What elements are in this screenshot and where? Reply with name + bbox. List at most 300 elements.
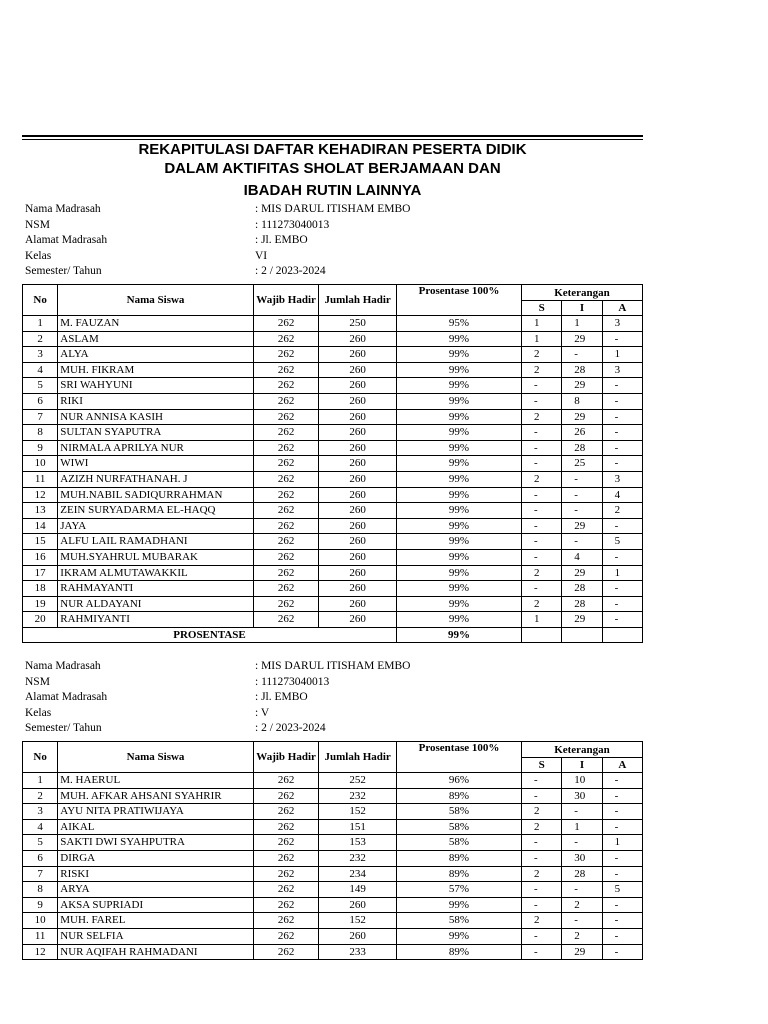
table-row <box>23 378 643 394</box>
cell-s: - <box>521 378 561 394</box>
cell-s: 2 <box>521 596 561 612</box>
cell-wajib-hadir: 262 <box>253 596 319 612</box>
cell-s: - <box>521 882 561 898</box>
cell-jumlah-hadir: 260 <box>319 471 397 487</box>
prosentase-row <box>23 627 643 643</box>
table-row <box>23 773 643 789</box>
cell-nama-siswa: RAHMIYANTI <box>58 612 254 628</box>
cell-s: - <box>521 897 561 913</box>
table-row <box>23 362 643 378</box>
cell-nama-siswa: RISKI <box>58 866 254 882</box>
table-row <box>23 804 643 820</box>
cell-i: 25 <box>562 456 602 472</box>
cell-prosentase: 58% <box>396 819 521 835</box>
cell-no: 3 <box>23 347 58 363</box>
cell-i: 28 <box>562 440 602 456</box>
cell-s: 2 <box>521 804 561 820</box>
cell-nama-siswa: JAYA <box>58 518 254 534</box>
table-row <box>23 928 643 944</box>
cell-a: - <box>602 866 642 882</box>
cell-i: 28 <box>562 581 602 597</box>
cell-jumlah-hadir: 260 <box>319 897 397 913</box>
cell-i: 29 <box>562 944 602 960</box>
cell-i: - <box>562 487 602 503</box>
cell-no: 5 <box>23 378 58 394</box>
cell-jumlah-hadir: 260 <box>319 928 397 944</box>
table-row <box>23 331 643 347</box>
cell-no: 12 <box>23 944 58 960</box>
cell-jumlah-hadir: 151 <box>319 819 397 835</box>
cell-prosentase: 99% <box>396 456 521 472</box>
cell-i: 29 <box>562 331 602 347</box>
cell-i: 30 <box>562 788 602 804</box>
cell-i: - <box>562 534 602 550</box>
header-wajib-hadir: Wajib Hadir <box>253 742 319 773</box>
cell-no: 11 <box>23 471 58 487</box>
cell-i: 1 <box>562 316 602 332</box>
cell-i: 29 <box>562 409 602 425</box>
cell-s: - <box>521 518 561 534</box>
cell-no: 6 <box>23 393 58 409</box>
cell-wajib-hadir: 262 <box>253 612 319 628</box>
cell-a: - <box>602 897 642 913</box>
cell-jumlah-hadir: 149 <box>319 882 397 898</box>
table-row <box>23 393 643 409</box>
cell-nama-siswa: AIKAL <box>58 819 254 835</box>
cell-wajib-hadir: 262 <box>253 518 319 534</box>
table-row <box>23 503 643 519</box>
cell-nama-siswa: MUH. FAREL <box>58 913 254 929</box>
table-row <box>23 944 643 960</box>
cell-i: - <box>562 835 602 851</box>
cell-jumlah-hadir: 260 <box>319 347 397 363</box>
cell-a: 1 <box>602 565 642 581</box>
cell-jumlah-hadir: 260 <box>319 409 397 425</box>
table-row <box>23 456 643 472</box>
cell-prosentase: 99% <box>396 440 521 456</box>
table-row <box>23 347 643 363</box>
cell-s: 2 <box>521 409 561 425</box>
cell-i: - <box>562 804 602 820</box>
cell-a: - <box>602 518 642 534</box>
cell-a: 3 <box>602 362 642 378</box>
header-jumlah-hadir: Jumlah Hadir <box>319 285 397 316</box>
cell-i: 29 <box>562 518 602 534</box>
table-row <box>23 788 643 804</box>
cell-jumlah-hadir: 260 <box>319 596 397 612</box>
table-row <box>23 882 643 898</box>
cell-s: 2 <box>521 866 561 882</box>
cell-wajib-hadir: 262 <box>253 331 319 347</box>
header-i: I <box>562 758 602 773</box>
cell-jumlah-hadir: 260 <box>319 518 397 534</box>
cell-s: 2 <box>521 362 561 378</box>
cell-jumlah-hadir: 260 <box>319 549 397 565</box>
cell-prosentase: 99% <box>396 425 521 441</box>
cell-i: 28 <box>562 362 602 378</box>
cell-wajib-hadir: 262 <box>253 819 319 835</box>
cell-i: - <box>562 347 602 363</box>
empty-cell <box>562 627 602 643</box>
cell-no: 7 <box>23 409 58 425</box>
cell-a: - <box>602 850 642 866</box>
cell-nama-siswa: AKSA SUPRIADI <box>58 897 254 913</box>
cell-no: 10 <box>23 913 58 929</box>
cell-no: 13 <box>23 503 58 519</box>
cell-wajib-hadir: 262 <box>253 897 319 913</box>
cell-wajib-hadir: 262 <box>253 549 319 565</box>
cell-no: 16 <box>23 549 58 565</box>
cell-jumlah-hadir: 260 <box>319 565 397 581</box>
header-i: I <box>562 301 602 316</box>
cell-wajib-hadir: 262 <box>253 944 319 960</box>
cell-wajib-hadir: 262 <box>253 503 319 519</box>
cell-prosentase: 99% <box>396 534 521 550</box>
cell-no: 14 <box>23 518 58 534</box>
cell-wajib-hadir: 262 <box>253 850 319 866</box>
cell-wajib-hadir: 262 <box>253 440 319 456</box>
cell-jumlah-hadir: 260 <box>319 393 397 409</box>
header-wajib-hadir: Wajib Hadir <box>253 285 319 316</box>
header-nama-siswa: Nama Siswa <box>58 285 254 316</box>
cell-wajib-hadir: 262 <box>253 378 319 394</box>
cell-i: 29 <box>562 612 602 628</box>
cell-no: 3 <box>23 804 58 820</box>
cell-nama-siswa: NUR ALDAYANI <box>58 596 254 612</box>
cell-no: 10 <box>23 456 58 472</box>
table-row <box>23 581 643 597</box>
cell-prosentase: 99% <box>396 378 521 394</box>
cell-wajib-hadir: 262 <box>253 471 319 487</box>
cell-a: - <box>602 804 642 820</box>
cell-jumlah-hadir: 260 <box>319 362 397 378</box>
cell-wajib-hadir: 262 <box>253 773 319 789</box>
cell-jumlah-hadir: 234 <box>319 866 397 882</box>
cell-nama-siswa: SAKTI DWI SYAHPUTRA <box>58 835 254 851</box>
cell-nama-siswa: ARYA <box>58 882 254 898</box>
header-no: No <box>23 742 58 773</box>
cell-wajib-hadir: 262 <box>253 913 319 929</box>
cell-i: 10 <box>562 773 602 789</box>
cell-wajib-hadir: 262 <box>253 581 319 597</box>
cell-jumlah-hadir: 260 <box>319 331 397 347</box>
table-row <box>23 440 643 456</box>
cell-prosentase: 89% <box>396 850 521 866</box>
cell-jumlah-hadir: 152 <box>319 913 397 929</box>
header-jumlah-hadir: Jumlah Hadir <box>319 742 397 773</box>
cell-a: 3 <box>602 471 642 487</box>
cell-s: - <box>521 944 561 960</box>
cell-s: - <box>521 850 561 866</box>
cell-a: 2 <box>602 503 642 519</box>
cell-nama-siswa: WIWI <box>58 456 254 472</box>
cell-prosentase: 96% <box>396 773 521 789</box>
cell-nama-siswa: AYU NITA PRATIWIJAYA <box>58 804 254 820</box>
document-title-line1: REKAPITULASI DAFTAR KEHADIRAN PESERTA DIDIK <box>138 141 527 158</box>
cell-nama-siswa: DIRGA <box>58 850 254 866</box>
cell-no: 2 <box>23 331 58 347</box>
cell-i: 26 <box>562 425 602 441</box>
cell-prosentase: 99% <box>396 549 521 565</box>
table-row <box>23 612 643 628</box>
table-row <box>23 425 643 441</box>
document-title-line2: DALAM AKTIFITAS SHOLAT BERJAMAAN DAN <box>164 160 501 177</box>
cell-i: 4 <box>562 549 602 565</box>
cell-prosentase: 95% <box>396 316 521 332</box>
cell-wajib-hadir: 262 <box>253 788 319 804</box>
cell-a: - <box>602 549 642 565</box>
cell-s: - <box>521 549 561 565</box>
cell-nama-siswa: ZEIN SURYADARMA EL-HAQQ <box>58 503 254 519</box>
cell-wajib-hadir: 262 <box>253 866 319 882</box>
cell-no: 6 <box>23 850 58 866</box>
cell-a: 3 <box>602 316 642 332</box>
prosentase-label: PROSENTASE <box>23 627 397 643</box>
cell-nama-siswa: AZIZH NURFATHANAH. J <box>58 471 254 487</box>
cell-wajib-hadir: 262 <box>253 425 319 441</box>
cell-prosentase: 99% <box>396 518 521 534</box>
cell-a: - <box>602 456 642 472</box>
cell-prosentase: 57% <box>396 882 521 898</box>
table-row <box>23 596 643 612</box>
cell-nama-siswa: SULTAN SYAPUTRA <box>58 425 254 441</box>
table-row <box>23 534 643 550</box>
cell-no: 1 <box>23 773 58 789</box>
cell-wajib-hadir: 262 <box>253 316 319 332</box>
cell-wajib-hadir: 262 <box>253 534 319 550</box>
cell-s: 1 <box>521 331 561 347</box>
header-keterangan: Keterangan <box>521 742 642 758</box>
prosentase-value: 99% <box>396 627 521 643</box>
cell-i: 2 <box>562 928 602 944</box>
cell-jumlah-hadir: 260 <box>319 581 397 597</box>
header-s: S <box>521 758 561 773</box>
cell-s: 2 <box>521 913 561 929</box>
cell-nama-siswa: NUR AQIFAH RAHMADANI <box>58 944 254 960</box>
cell-prosentase: 99% <box>396 347 521 363</box>
cell-prosentase: 99% <box>396 487 521 503</box>
cell-a: - <box>602 612 642 628</box>
cell-jumlah-hadir: 260 <box>319 378 397 394</box>
cell-nama-siswa: ASLAM <box>58 331 254 347</box>
cell-prosentase: 89% <box>396 788 521 804</box>
cell-nama-siswa: MUH. AFKAR AHSANI SYAHRIR <box>58 788 254 804</box>
header-a: A <box>602 758 642 773</box>
cell-prosentase: 99% <box>396 596 521 612</box>
cell-wajib-hadir: 262 <box>253 565 319 581</box>
cell-nama-siswa: RAHMAYANTI <box>58 581 254 597</box>
cell-prosentase: 58% <box>396 804 521 820</box>
cell-wajib-hadir: 262 <box>253 487 319 503</box>
cell-nama-siswa: SRI WAHYUNI <box>58 378 254 394</box>
header-a: A <box>602 301 642 316</box>
cell-i: 30 <box>562 850 602 866</box>
cell-prosentase: 99% <box>396 409 521 425</box>
cell-jumlah-hadir: 233 <box>319 944 397 960</box>
cell-s: - <box>521 534 561 550</box>
cell-no: 2 <box>23 788 58 804</box>
cell-s: - <box>521 440 561 456</box>
cell-wajib-hadir: 262 <box>253 928 319 944</box>
cell-s: 1 <box>521 612 561 628</box>
cell-a: - <box>602 425 642 441</box>
cell-nama-siswa: MUH. FIKRAM <box>58 362 254 378</box>
cell-no: 4 <box>23 819 58 835</box>
cell-a: - <box>602 819 642 835</box>
cell-jumlah-hadir: 260 <box>319 440 397 456</box>
cell-prosentase: 99% <box>396 581 521 597</box>
cell-i: 1 <box>562 819 602 835</box>
cell-a: - <box>602 581 642 597</box>
attendance-table-class-vi <box>22 284 643 643</box>
cell-i: 2 <box>562 897 602 913</box>
table-row <box>23 913 643 929</box>
header-s: S <box>521 301 561 316</box>
attendance-table-class-v <box>22 741 643 960</box>
cell-wajib-hadir: 262 <box>253 393 319 409</box>
table-row <box>23 487 643 503</box>
header-prosentase: Prosentase 100% <box>396 285 521 316</box>
cell-prosentase: 99% <box>396 612 521 628</box>
cell-prosentase: 99% <box>396 897 521 913</box>
document-title-line3: IBADAH RUTIN LAINNYA <box>243 182 422 199</box>
table-row <box>23 897 643 913</box>
cell-nama-siswa: NUR SELFIA <box>58 928 254 944</box>
cell-no: 1 <box>23 316 58 332</box>
cell-wajib-hadir: 262 <box>253 804 319 820</box>
cell-i: 28 <box>562 596 602 612</box>
cell-nama-siswa: ALYA <box>58 347 254 363</box>
table-row <box>23 819 643 835</box>
cell-prosentase: 99% <box>396 362 521 378</box>
cell-wajib-hadir: 262 <box>253 835 319 851</box>
cell-a: 1 <box>602 835 642 851</box>
cell-a: - <box>602 788 642 804</box>
cell-prosentase: 99% <box>396 503 521 519</box>
cell-i: 29 <box>562 378 602 394</box>
cell-s: - <box>521 788 561 804</box>
cell-i: - <box>562 882 602 898</box>
cell-no: 8 <box>23 882 58 898</box>
cell-nama-siswa: MUH.SYAHRUL MUBARAK <box>58 549 254 565</box>
header-nama-siswa: Nama Siswa <box>58 742 254 773</box>
cell-a: - <box>602 773 642 789</box>
cell-jumlah-hadir: 260 <box>319 487 397 503</box>
cell-a: - <box>602 331 642 347</box>
header-keterangan: Keterangan <box>521 285 642 301</box>
cell-nama-siswa: MUH.NABIL SADIQURRAHMAN <box>58 487 254 503</box>
empty-cell <box>602 627 642 643</box>
cell-a: 1 <box>602 347 642 363</box>
header-prosentase: Prosentase 100% <box>396 742 521 773</box>
cell-a: 5 <box>602 534 642 550</box>
table-row <box>23 565 643 581</box>
cell-jumlah-hadir: 260 <box>319 534 397 550</box>
cell-no: 15 <box>23 534 58 550</box>
cell-i: - <box>562 913 602 929</box>
cell-s: - <box>521 835 561 851</box>
cell-a: 4 <box>602 487 642 503</box>
cell-wajib-hadir: 262 <box>253 409 319 425</box>
cell-s: - <box>521 487 561 503</box>
cell-nama-siswa: RIKI <box>58 393 254 409</box>
cell-s: 1 <box>521 316 561 332</box>
cell-no: 4 <box>23 362 58 378</box>
table-row <box>23 850 643 866</box>
cell-s: - <box>521 393 561 409</box>
cell-no: 8 <box>23 425 58 441</box>
cell-no: 19 <box>23 596 58 612</box>
cell-wajib-hadir: 262 <box>253 347 319 363</box>
cell-wajib-hadir: 262 <box>253 362 319 378</box>
cell-i: - <box>562 471 602 487</box>
table-row <box>23 866 643 882</box>
cell-a: - <box>602 409 642 425</box>
cell-jumlah-hadir: 250 <box>319 316 397 332</box>
cell-no: 9 <box>23 440 58 456</box>
cell-prosentase: 99% <box>396 928 521 944</box>
cell-i: 8 <box>562 393 602 409</box>
cell-prosentase: 58% <box>396 913 521 929</box>
cell-s: - <box>521 425 561 441</box>
cell-prosentase: 89% <box>396 866 521 882</box>
cell-i: 29 <box>562 565 602 581</box>
cell-nama-siswa: M. HAERUL <box>58 773 254 789</box>
table-row <box>23 518 643 534</box>
cell-i: 28 <box>562 866 602 882</box>
header-no: No <box>23 285 58 316</box>
cell-prosentase: 99% <box>396 471 521 487</box>
table-row <box>23 471 643 487</box>
cell-nama-siswa: IKRAM ALMUTAWAKKIL <box>58 565 254 581</box>
cell-no: 17 <box>23 565 58 581</box>
table-row <box>23 409 643 425</box>
cell-a: - <box>602 393 642 409</box>
cell-wajib-hadir: 262 <box>253 882 319 898</box>
cell-nama-siswa: NIRMALA APRILYA NUR <box>58 440 254 456</box>
cell-s: 2 <box>521 565 561 581</box>
cell-jumlah-hadir: 260 <box>319 456 397 472</box>
cell-prosentase: 58% <box>396 835 521 851</box>
cell-a: - <box>602 944 642 960</box>
cell-s: 2 <box>521 347 561 363</box>
cell-s: - <box>521 928 561 944</box>
cell-a: - <box>602 928 642 944</box>
cell-a: - <box>602 378 642 394</box>
cell-nama-siswa: NUR ANNISA KASIH <box>58 409 254 425</box>
cell-a: 5 <box>602 882 642 898</box>
cell-jumlah-hadir: 260 <box>319 503 397 519</box>
cell-no: 18 <box>23 581 58 597</box>
cell-no: 9 <box>23 897 58 913</box>
cell-no: 20 <box>23 612 58 628</box>
cell-jumlah-hadir: 153 <box>319 835 397 851</box>
cell-no: 12 <box>23 487 58 503</box>
cell-nama-siswa: M. FAUZAN <box>58 316 254 332</box>
cell-s: - <box>521 581 561 597</box>
cell-no: 7 <box>23 866 58 882</box>
cell-jumlah-hadir: 232 <box>319 788 397 804</box>
cell-jumlah-hadir: 260 <box>319 425 397 441</box>
cell-prosentase: 99% <box>396 331 521 347</box>
cell-no: 11 <box>23 928 58 944</box>
cell-a: - <box>602 913 642 929</box>
cell-s: - <box>521 456 561 472</box>
empty-cell <box>521 627 561 643</box>
table-row <box>23 549 643 565</box>
cell-jumlah-hadir: 260 <box>319 612 397 628</box>
cell-s: - <box>521 773 561 789</box>
